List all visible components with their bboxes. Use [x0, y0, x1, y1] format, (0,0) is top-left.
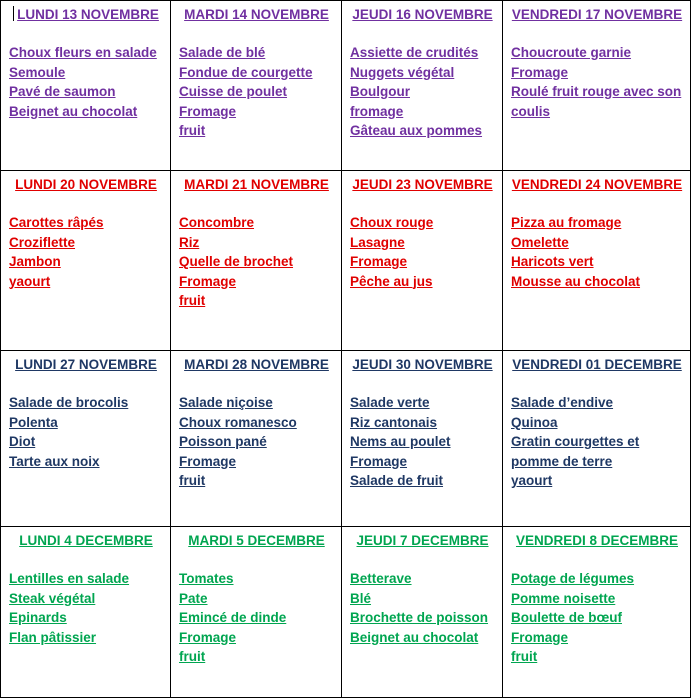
dish: Tarte aux noix: [9, 453, 100, 469]
dish: Potage de légumes: [511, 571, 635, 586]
day-cell[interactable]: [1, 351, 171, 527]
day-title: MARDI 5 DECEMBRE: [188, 533, 325, 548]
day-cell[interactable]: [503, 171, 691, 351]
dish: Choucroute garnie: [511, 45, 632, 60]
dish: Roulé fruit rouge avec son: [511, 84, 682, 99]
day-cell[interactable]: [171, 527, 342, 698]
day-title: MARDI 28 NOVEMBRE: [184, 357, 329, 372]
day-title: MARDI 21 NOVEMBRE: [184, 177, 329, 192]
day-cell[interactable]: [503, 527, 691, 698]
dish: Salade de fruit: [350, 473, 444, 488]
dish: Pêche au jus: [350, 273, 433, 289]
dish: Nuggets végétal: [350, 64, 455, 80]
dish: Polenta: [9, 414, 58, 430]
day-cell[interactable]: [342, 1, 503, 171]
dish: Salade d’endive: [511, 395, 614, 410]
dish: Fromage: [511, 64, 569, 80]
dish: Pavé de saumon: [9, 84, 116, 99]
dish: Quinoa: [511, 414, 558, 430]
day-title: LUNDI 13 NOVEMBRE: [9, 5, 163, 24]
dish: Assiette de crudités: [350, 45, 479, 60]
day-cell[interactable]: [171, 351, 342, 527]
dish: Choux rouge: [350, 215, 434, 230]
day-title: LUNDI 27 NOVEMBRE: [15, 357, 157, 372]
dish: Emincé de dinde: [179, 610, 287, 625]
dish: Haricots vert: [511, 254, 594, 269]
dish: Nems au poulet: [350, 434, 451, 449]
day-title: VENDREDI 8 DECEMBRE: [515, 533, 679, 548]
dish: Steak végétal: [9, 590, 96, 606]
day-cell[interactable]: [342, 171, 503, 351]
dish: Brochette de poisson: [350, 610, 489, 625]
dish: Concombre: [179, 215, 255, 230]
dish: Poisson pané: [179, 434, 267, 449]
dish: Boulette de bœuf: [511, 610, 622, 625]
dish: Choux romanesco: [179, 414, 297, 430]
dish: coulis: [511, 103, 551, 119]
dish: Lentilles en salade: [9, 571, 130, 586]
dish: yaourt: [511, 473, 553, 488]
dish: Lasagne: [350, 234, 405, 250]
dish: Salade verte: [350, 395, 430, 410]
dish: Diot: [9, 434, 36, 449]
dish: fromage: [350, 103, 404, 119]
dish: Epinards: [9, 610, 67, 625]
dish: Fondue de courgette: [179, 64, 313, 80]
dish: Betterave: [350, 571, 412, 586]
dish: Gâteau aux pommes: [350, 123, 483, 138]
week-row: [1, 1, 691, 171]
day-title: VENDREDI 24 NOVEMBRE: [511, 177, 683, 192]
dish: Fromage: [179, 103, 237, 119]
day-title: JEUDI 7 DECEMBRE: [356, 533, 489, 548]
dish: Fromage: [179, 453, 237, 469]
dish: yaourt: [9, 273, 51, 289]
dish: Riz: [179, 234, 200, 250]
dish: Beignet au chocolat: [9, 103, 138, 119]
dish: pomme de terre: [511, 453, 613, 469]
week-row: [1, 351, 691, 527]
day-cell[interactable]: [1, 527, 171, 698]
dish: fruit: [511, 649, 538, 664]
dish: Blé: [350, 590, 372, 606]
dish: Jambon: [9, 254, 61, 269]
week-row: [1, 527, 691, 698]
day-title: VENDREDI 17 NOVEMBRE: [511, 7, 683, 22]
dish: Fromage: [350, 453, 408, 469]
dish: Fromage: [179, 273, 237, 289]
day-title: VENDREDI 01 DECEMBRE: [512, 357, 682, 372]
day-cell[interactable]: [342, 527, 503, 698]
dish: fruit: [179, 293, 206, 308]
day-title: LUNDI 20 NOVEMBRE: [15, 177, 157, 192]
day-cell[interactable]: [1, 171, 171, 351]
day-cell[interactable]: [503, 351, 691, 527]
dish: Pate: [179, 590, 208, 606]
dish: Fromage: [350, 254, 408, 269]
day-title: JEUDI 30 NOVEMBRE: [352, 357, 493, 372]
dish: Cuisse de poulet: [179, 84, 288, 99]
dish: fruit: [179, 123, 206, 138]
day-cell[interactable]: [171, 1, 342, 171]
dish: Fromage: [179, 629, 237, 645]
dish: fruit: [179, 473, 206, 488]
dish: Semoule: [9, 64, 66, 80]
dish: Beignet au chocolat: [350, 629, 479, 645]
dish: Boulgour: [350, 84, 410, 99]
day-cell[interactable]: [342, 351, 503, 527]
day-title: JEUDI 16 NOVEMBRE: [352, 7, 493, 22]
dish: Pomme noisette: [511, 590, 616, 606]
dish: Salade de brocolis: [9, 395, 129, 410]
text-cursor: [13, 6, 14, 21]
day-title: JEUDI 23 NOVEMBRE: [352, 177, 493, 192]
dish: Croziflette: [9, 234, 76, 250]
dish: Flan pâtissier: [9, 629, 97, 645]
dish: Tomates: [179, 571, 234, 586]
dish: fruit: [179, 649, 206, 664]
day-cell[interactable]: [503, 1, 691, 171]
day-title: MARDI 14 NOVEMBRE: [184, 7, 329, 22]
day-title: LUNDI 4 DECEMBRE: [19, 533, 153, 548]
dish: Fromage: [511, 629, 569, 645]
dish: Choux fleurs en salade: [9, 45, 157, 60]
dish: Carottes râpés: [9, 215, 104, 230]
dish: Salade niçoise: [179, 395, 273, 410]
dish: Pizza au fromage: [511, 215, 622, 230]
day-cell[interactable]: [171, 171, 342, 351]
dish: Quelle de brochet: [179, 254, 294, 269]
day-cell[interactable]: [1, 1, 171, 171]
dish: Mousse au chocolat: [511, 273, 641, 289]
dish: Riz cantonais: [350, 414, 438, 430]
dish: Salade de blé: [179, 45, 266, 60]
dish: Gratin courgettes et: [511, 434, 640, 449]
week-row: [1, 171, 691, 351]
dish: Omelette: [511, 234, 569, 250]
